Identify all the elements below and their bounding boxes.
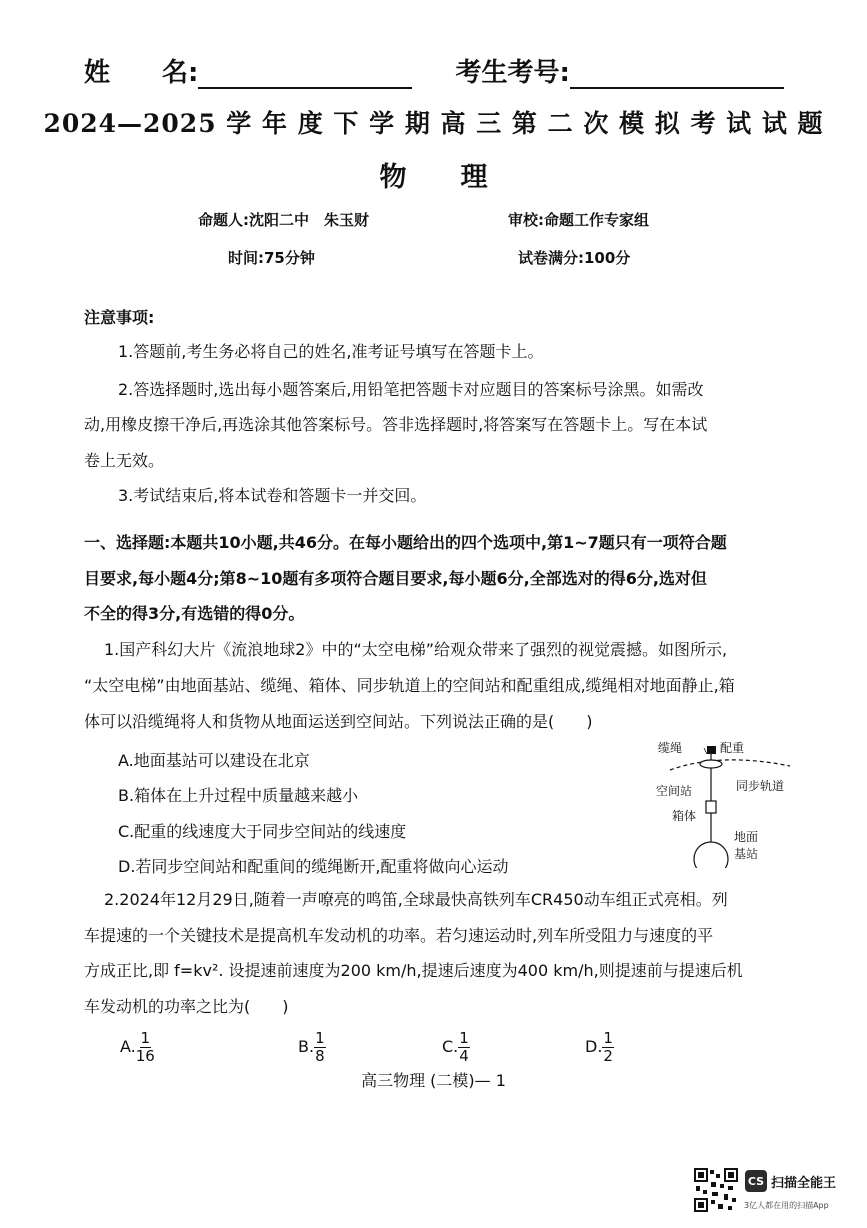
space-elevator-diagram [650, 738, 800, 868]
full-score: 试卷满分:100分 [518, 249, 631, 267]
q2-option-c [442, 1030, 470, 1065]
q2-option-c-fraction [458, 1030, 470, 1065]
q1-line-2: “太空电梯”由地面基站、缆绳、箱体、同步轨道上的空间站和配重组成,缆绳相对地面静止,箱 [84, 676, 735, 695]
q2-option-a-fraction [136, 1030, 155, 1065]
q1-option-d: D.若同步空间站和配重间的缆绳断开,配重将做向心运动 [118, 857, 509, 876]
q2-option-a-den: 16 [135, 1047, 155, 1065]
q2-option-b-fraction [314, 1030, 326, 1065]
q2-option-d-num: 1 [603, 1029, 613, 1047]
space-station-shape [700, 760, 722, 768]
q2-option-b-num: 1 [315, 1029, 325, 1047]
cabin-shape [706, 801, 716, 813]
q1-option-a: A.地面基站可以建设在北京 [118, 751, 310, 770]
q2-option-d-den: 2 [603, 1047, 613, 1065]
notice-item-2-line-3: 卷上无效。 [84, 451, 165, 470]
section1-line-1: 一、选择题:本题共10小题,共46分。在每小题给出的四个选项中,第1~7题只有一项符合题 [84, 533, 727, 552]
sync-orbit-arc [670, 760, 790, 770]
scanner-tagline: 3亿人都在用的扫描App [744, 1201, 829, 1210]
q2-option-b [298, 1030, 326, 1065]
q2-option-a-letter: A. [120, 1037, 136, 1056]
notice-item-3: 3.考试结束后,将本试卷和答题卡一并交回。 [118, 486, 427, 505]
q2-option-c-letter: C. [442, 1037, 459, 1056]
name-label: 姓 名: [84, 58, 199, 88]
q2-option-b-letter: B. [298, 1037, 315, 1056]
label-orbit: 同步轨道 [736, 779, 785, 793]
id-label: 考生考号: [455, 58, 570, 88]
q2-option-c-den: 4 [459, 1047, 469, 1065]
earth-circle [694, 842, 728, 868]
q2-option-b-den: 8 [315, 1047, 325, 1065]
time-limit: 时间:75分钟 [228, 249, 315, 267]
exam-title: 2024—2025 学 年 度 下 学 期 高 三 第 二 次 模 拟 考 试 试 题 [43, 109, 824, 138]
q1-option-c: C.配重的线速度大于同步空间站的线速度 [118, 822, 407, 841]
qr-code-icon[interactable] [694, 1168, 738, 1212]
name-id-row [84, 52, 784, 89]
label-cable: 缆绳 [658, 741, 683, 755]
q2-line-1: 2.2024年12月29日,随着一声嘹亮的鸣笛,全球最快高铁列车CR450动车组正式亮相。列 [104, 890, 728, 909]
q2-line-4: 车发动机的功率之比为( ) [84, 997, 289, 1016]
q2-option-d-letter: D. [585, 1037, 603, 1056]
scanner-app-name: 扫描全能王 [771, 1176, 837, 1191]
q2-option-d-fraction [602, 1030, 614, 1065]
subject-title: 物 理 [379, 162, 488, 193]
section1-line-3: 不全的得3分,有选错的得0分。 [84, 604, 305, 623]
q2-option-a [120, 1030, 155, 1065]
reviewer: 审校:命题工作专家组 [508, 211, 649, 229]
q1-line-1: 1.国产科幻大片《流浪地球2》中的“太空电梯”给观众带来了强烈的视觉震撼。如图所示, [104, 640, 728, 659]
q2-line-2: 车提速的一个关键技术是提高机车发动机的功率。若匀速运动时,列车所受阻力与速度的平 [84, 926, 714, 945]
q2-option-c-num: 1 [459, 1029, 469, 1047]
label-station: 空间站 [656, 784, 693, 798]
page-footer: 高三物理 (二模)— 1 [361, 1071, 506, 1090]
label-ground-1: 地面 [734, 830, 759, 844]
cs-scanner-logo: CS [745, 1170, 767, 1192]
label-ground-2: 基站 [734, 847, 759, 861]
notice-item-1: 1.答题前,考生务必将自己的姓名,准考证号填写在答题卡上。 [118, 342, 544, 361]
notice-item-2-line-1: 2.答选择题时,选出每小题答案后,用铅笔把答题卡对应题目的答案标号涂黑。如需改 [118, 380, 704, 399]
section1-line-2: 目要求,每小题4分;第8~10题有多项符合题目要求,每小题6分,全部选对的得6分,选对但 [84, 569, 707, 588]
counterweight-shape [707, 746, 716, 754]
label-cabin: 箱体 [672, 809, 697, 823]
q1-option-b: B.箱体在上升过程中质量越来越小 [118, 786, 359, 805]
id-blank[interactable] [570, 61, 784, 89]
setter: 命题人:沈阳二中 朱玉财 [198, 211, 369, 229]
notice-title: 注意事项: [84, 308, 155, 327]
q2-option-d [585, 1030, 614, 1065]
q2-option-a-num: 1 [140, 1029, 151, 1047]
cable-leader [704, 748, 707, 754]
name-blank[interactable] [198, 61, 412, 89]
label-counterweight: 配重 [720, 741, 745, 755]
q1-line-3: 体可以沿缆绳将人和货物从地面运送到空间站。下列说法正确的是( ) [84, 712, 593, 731]
q2-line-3: 方成正比,即 f=kv². 设提速前速度为200 km/h,提速后速度为400 km/h,则提速前与提速后机 [84, 961, 743, 980]
notice-item-2-line-2: 动,用橡皮擦干净后,再选涂其他答案标号。答非选择题时,将答案写在答题卡上。写在本试 [84, 415, 708, 434]
